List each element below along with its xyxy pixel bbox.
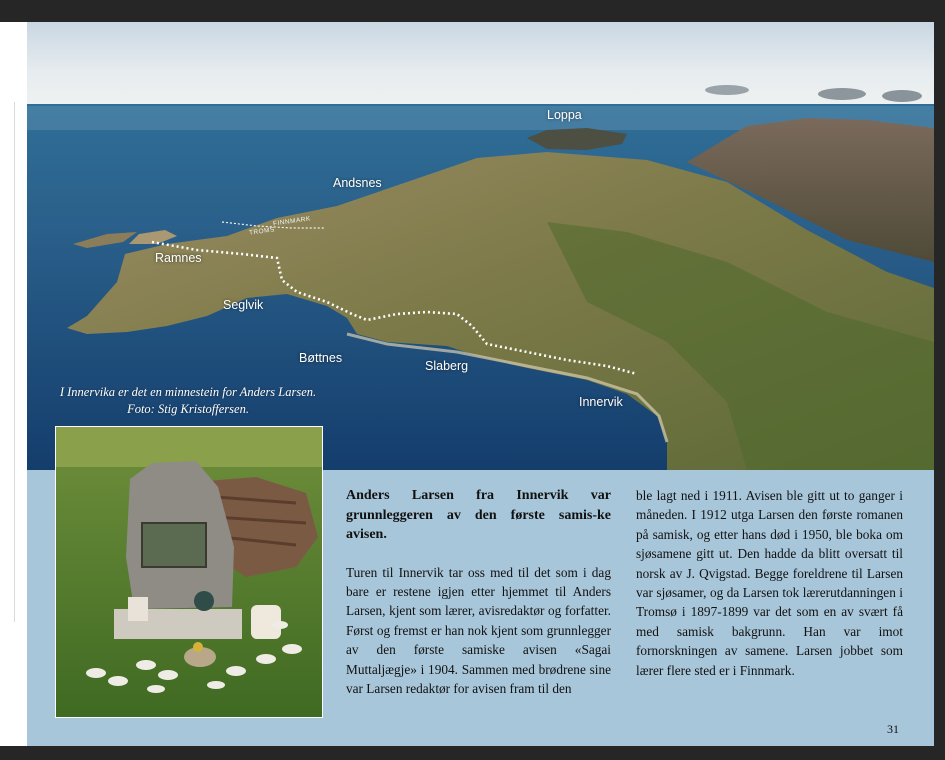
magazine-page [27,22,934,746]
page-border [0,102,15,622]
place-label-andsnes: Andsnes [333,176,382,190]
page-number: 31 [887,722,899,736]
article-body-column-2: ble lagt ned i 1911. Avisen ble gitt ut to ganger i måneden. I 1912 utga Larsen den første romanen på samisk, og etter hans død i 1950, ble boka om sjøsamene gitt ut. Den hadde da blitt oversatt til norsk av J. Qvigstad. Begge foreldrene til Larsen var sjøsamer, og da Larsen tok lærerutdanningen i Tromsø i 1897-1899 var det som en av svært få med samisk bakgrunn. Han var imot fornorskningen av samene. Larsen jobbet som lærer flere sted er i Finnmark. [636,488,903,678]
place-label-slaberg: Slaberg [425,359,469,373]
viewer-top-bar [0,0,945,22]
viewer-right-bar [934,22,945,746]
memorial-stone-photo [55,426,323,718]
caption-line-1: I Innervika er det en minnestein for Anders Larsen. [59,385,317,399]
place-label-seglvik: Seglvik [223,298,264,312]
caption-line-2: Foto: Stig Kristoffersen. [127,402,249,416]
previous-page-edge[interactable] [0,22,27,746]
county-label-troms: TROMS [248,226,276,237]
article-heading: Anders Larsen fra Innervik var grunnleggeren av den første samis-ke avisen. [346,488,611,542]
place-label-ramnes: Ramnes [155,251,202,265]
article-column-2 [636,486,903,680]
place-label-loppa: Loppa [547,108,582,122]
county-label-finnmark: FINNMARK [272,215,312,228]
article-body-column-1: Turen til Innervik tar oss med til det som i dag bare er restene igjen etter hjemmet til Anders Larsen, kjent som lærer, avisredaktør og forfatter. Først og fremst er han nok kjent som grunnlegger av den første samiske avisen «Sagai Muttaljægje» i 1904. Sammen med brødrene sine var Larsen redaktør for avisen fram til den [346,564,611,696]
article-column-1 [346,486,611,698]
place-label-bottnes: Bøttnes [299,351,343,365]
photo-caption [35,384,341,418]
viewer-bottom-bar [0,746,945,760]
place-label-innervik: Innervik [579,395,623,409]
